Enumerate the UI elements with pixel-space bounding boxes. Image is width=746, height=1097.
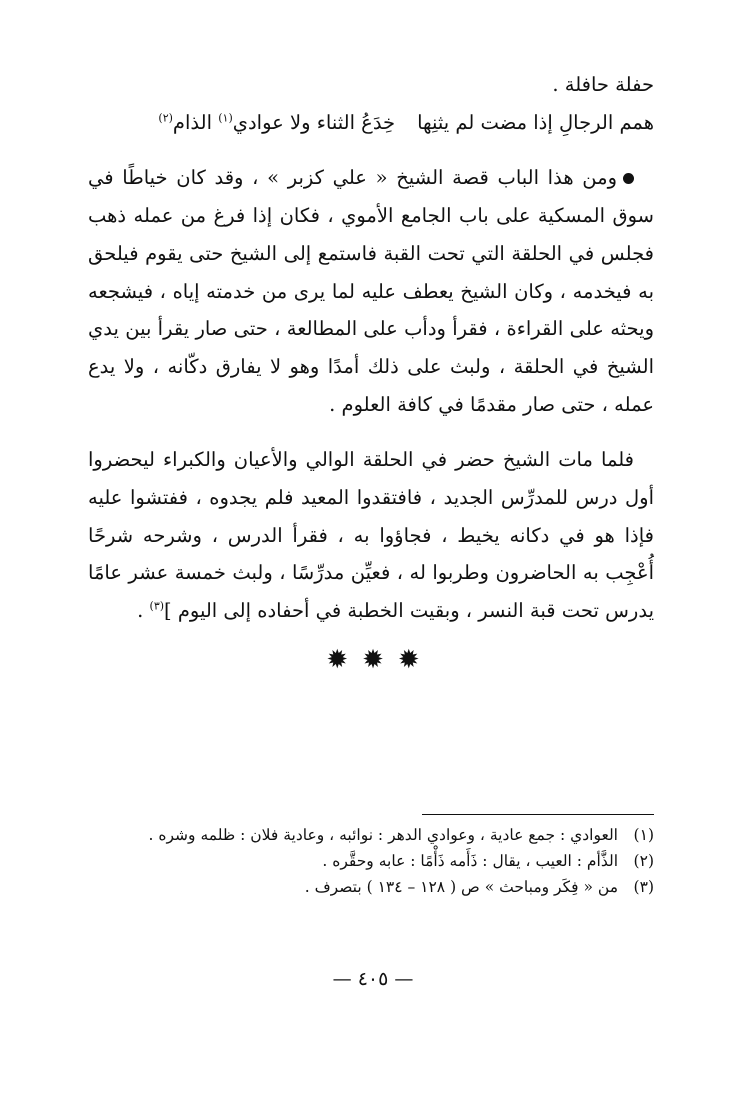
paragraph-ali-kuzbar [88, 159, 654, 423]
poetry-verse [88, 104, 654, 142]
opening-line: حفلة حافلة . [552, 73, 654, 96]
main-text [88, 66, 654, 630]
paragraph-1-text: ومن هذا الباب قصة الشيخ « علي كزبر » ، وقد كان خياطًا في سوق المسكية على باب الجامع الأموي ، فكان إذا فرغ من عمله ذهب فجلس في الحلقة التي تحت القبة فاستمع إلى الشيخ حتى يقوم فيلحق به فيخدمه ، وكان الشيخ يعطف عليه لما يرى من خدمته إياه ، فيشجعه ويحثه على القراءة ، فقرأ ودأب على المطالعة ، حتى صار يقرأ بين يدي الشيخ في الحلقة ، ولبث على ذلك أمدًا وهو لا يفارق دكّانه ، ولا يدع عمله ، حتى صار مقدمًا في كافة العلوم . [88, 166, 654, 416]
footnote-separator [422, 814, 654, 815]
verse-hemistich-2-part-a: خِدَعُ الثناء ولا عوادي [232, 110, 396, 134]
asterism-star-icon: ✹ [397, 645, 420, 675]
paragraph-2-end: . [137, 599, 150, 623]
footnote-number: (٢) [633, 852, 654, 870]
verse-hemistich-2-part-b: الذام [172, 110, 219, 134]
footnote-2 [88, 848, 654, 874]
footnote-mark-1: (١) [218, 111, 233, 125]
footnote-1 [88, 822, 654, 848]
footnote-mark-3: (٣) [149, 599, 165, 613]
footnotes [88, 822, 654, 900]
footnote-3 [88, 874, 654, 900]
footnote-text: من « فِكَر ومباحث » ص ( ١٢٨ – ١٣٤ ) بتصرف . [304, 878, 618, 896]
page-number: — ٤٠٥ — [332, 968, 414, 990]
bullet-dot-icon [623, 173, 634, 184]
footnote-text: العوادي : جمع عادية ، وعوادي الدهر : نوائبه ، وعادية فلان : ظلمه وشره . [148, 826, 618, 844]
paragraph-2-text: فلما مات الشيخ حضر في الحلقة الوالي والأعيان والكبراء ليحضروا أول درس للمدرِّس الجديد ، فافتقدوا المعيد فلم يجدوه ، ففتشوا عليه فإذا هو في دكانه يخيط ، فجاؤوا به ، فقرأ الدرس ، وشرحه شرحًا أُعْجِب به الحاضرون وطربوا له ، فعيِّن مدرِّسًا ، ولبث خمسة عشر عامًا يدرس تحت قبة النسر ، وبقيت الخطبة في أحفاده إلى اليوم ] [88, 448, 654, 623]
verse-hemistich-2 [158, 104, 395, 142]
footnote-mark-2: (٢) [158, 111, 173, 125]
footnote-text: الذَّأم : العيب ، يقال : ذَأَمه ذَأْمًا : عابه وحقَّره . [322, 852, 618, 870]
verse-hemistich-1: همم الرجالِ إذا مضت لم يثنِها [417, 110, 654, 134]
paragraph-sheikh-death [88, 441, 654, 630]
asterism-star-icon: ✹ [326, 645, 349, 675]
section-ornament [0, 645, 746, 675]
footnote-number: (٣) [633, 878, 654, 896]
asterism-star-icon: ✹ [362, 645, 384, 675]
footnote-number: (١) [633, 826, 654, 844]
